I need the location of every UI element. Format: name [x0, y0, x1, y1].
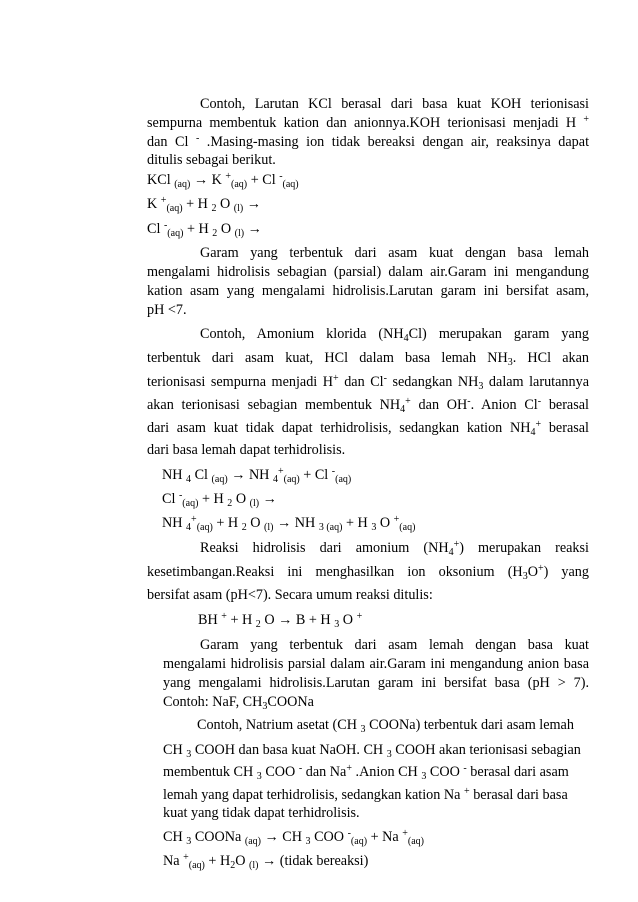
text-line: membentuk CH $_3$ COO - dan Na+ .Anion CH $_3$ COO - berasal dari asam	[163, 763, 569, 782]
text-line: Contoh, Larutan KCl berasal dari basa kuat KOH terionisasi	[200, 96, 589, 112]
text-line: mengalami hidrolisis sebagian (parsial) dalam air.Garam ini mengandung	[147, 264, 589, 280]
text-line: yang mengalami hidrolisis.Larutan garam ini bersifat basa (pH > 7).	[163, 675, 589, 691]
text-line: Contoh: NaF, $CH_3COONa$	[163, 694, 314, 712]
text-line: Contoh, Natrium asetat (CH $_3$ COONa) terbentuk dari asam lemah	[197, 717, 574, 735]
text-line: sempurna membentuk kation dan anionnya.KOH terionisasi menjadi H +	[147, 114, 589, 131]
text-line: pH <7.	[147, 302, 187, 318]
text-line: akan terionisasi sebagian membentuk $NH_4^+$ dan OH-. Anion Cl- berasal	[147, 396, 589, 415]
text-line: terionisasi sempurna menjadi H+ dan Cl- sedangkan $NH_3$ dalam larutannya	[147, 373, 589, 392]
text-line: terbentuk dari asam kuat, HCl dalam basa lemah $NH_3$. HCl akan	[147, 350, 589, 368]
text-line: lemah yang dapat terhidrolisis, sedangkan kation Na + berasal dari basa	[163, 786, 568, 803]
text-line: CH $_3$ COONa $_{(aq)}$ → CH $_3$ COO -$_{(aq)}$ + Na +$_{(aq)}$	[163, 828, 424, 847]
text-line: KCl $_{(aq)}$ → K +$_{(aq)}$ + Cl -$_{(aq)}$	[147, 171, 299, 190]
text-line: kesetimbangan.Reaksi ini menghasilkan ion oksonium $(H_3O^+)$ yang	[147, 563, 589, 582]
text-line: dan Cl - .Masing-masing ion tidak bereaksi dengan air, reaksinya dapat	[147, 133, 590, 150]
text-line: NH $_4$ Cl $_{(aq)}$ → NH $_4$+$_{(aq)}$ + Cl -$_{(aq)}$	[162, 466, 352, 485]
text-line: Contoh, Amonium klorida $(NH_4Cl)$ merupakan garam yang	[200, 326, 589, 344]
text-line: Reaksi hidrolisis dari amonium $(NH_4^+)$ merupakan reaksi	[200, 539, 589, 558]
text-line: kuat yang tidak dapat terhidrolisis.	[163, 805, 360, 821]
text-line: kation asam yang mengalami hidrolisis.Larutan garam ini bersifat asam,	[147, 283, 589, 299]
text-line: K +$_{(aq)}$ + H $_2$ O $_{(l)}$ →	[147, 195, 261, 214]
text-line: mengalami hidrolisis parsial dalam air.Garam ini mengandung anion basa	[163, 656, 589, 672]
text-line: Garam yang terbentuk dari asam kuat dengan basa lemah	[200, 245, 589, 261]
text-line: dari basa lemah dapat terhidrolisis.	[147, 442, 346, 458]
text-line: BH + + H $_2$ O → B + H $_3$ O +	[198, 611, 363, 630]
text-line: Cl -$_{(aq)}$ + H $_2$ O $_{(l)}$ →	[147, 220, 262, 239]
text-line: NH $_4$+$_{(aq)}$ + H $_2$ O $_{(l)}$ → NH $_{3 (aq)}$ + H $_3$ O +$_{(aq)}$	[162, 514, 416, 533]
text-line: Garam yang terbentuk dari asam lemah dengan basa kuat	[200, 637, 589, 653]
text-line: Cl -$_{(aq)}$ + H $_2$ O $_{(l)}$ →	[162, 490, 277, 509]
text-line: ditulis sebagai berikut.	[147, 152, 276, 168]
text-line: Na $^+_{(aq)} + H_2O$ $_{(l)}$ → (tidak bereaksi)	[163, 852, 369, 871]
text-line: bersifat asam (pH<7). Secara umum reaksi ditulis:	[147, 587, 433, 603]
text-line: CH $_3$ COOH dan basa kuat NaOH. CH $_3$ COOH akan terionisasi sebagian	[163, 742, 581, 760]
text-line: dari asam kuat tidak dapat terhidrolisis, sedangkan kation $NH_4^+$ berasal	[147, 419, 589, 438]
